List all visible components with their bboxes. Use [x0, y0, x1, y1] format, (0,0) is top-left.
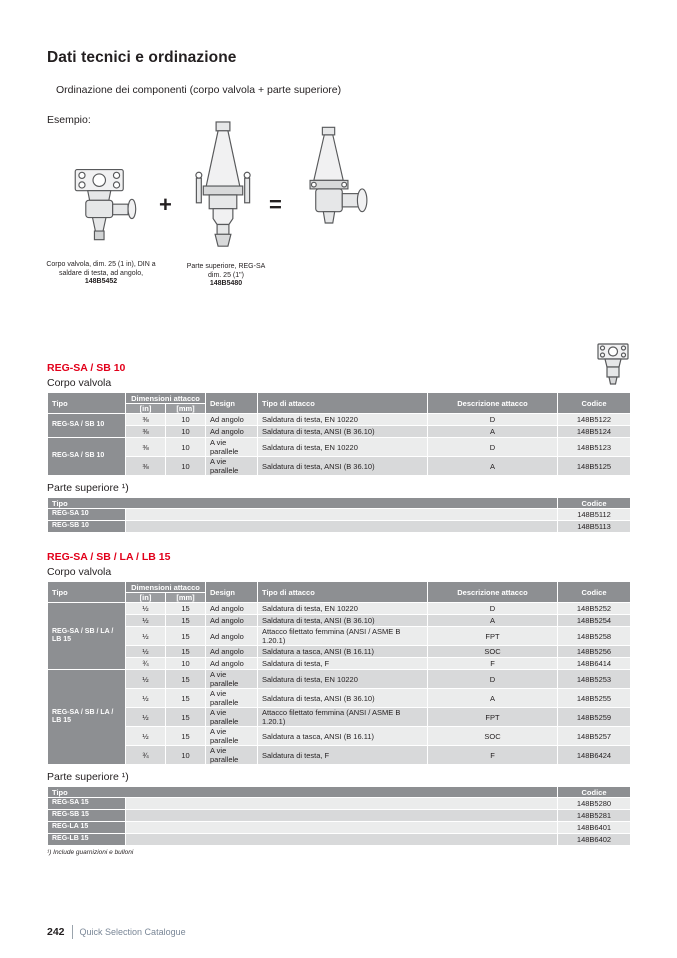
- dim-in-cell: ½: [126, 708, 166, 727]
- dim-mm-cell: 15: [166, 670, 206, 689]
- dim-in-cell: ½: [126, 727, 166, 746]
- attacco-cell: Saldatura di testa, ANSI (B 36.10): [258, 457, 428, 476]
- table-row: [48, 603, 631, 615]
- descrizione-cell: D: [428, 414, 558, 426]
- corpo-valvola-title-10: Corpo valvola: [47, 377, 112, 389]
- tables-section: [47, 362, 630, 856]
- codice-cell: 148B5113: [558, 521, 631, 533]
- codice-cell: 148B5257: [558, 727, 631, 746]
- footer-divider: [72, 925, 73, 939]
- dim-mm-cell: 10: [166, 414, 206, 426]
- table-row: [48, 426, 631, 438]
- design-cell: A vie parallele: [206, 670, 258, 689]
- tipo-cell: REG-SA 15: [48, 798, 126, 810]
- page-subtitle: Ordinazione dei componenti (corpo valvola + parte superiore): [56, 84, 342, 96]
- tipo-cell: REG-SA 10: [48, 509, 126, 521]
- attacco-cell: Saldatura di testa, EN 10220: [258, 670, 428, 689]
- table-row: [48, 689, 631, 708]
- design-cell: A vie parallele: [206, 727, 258, 746]
- codice-cell: 148B5125: [558, 457, 631, 476]
- dim-mm-cell: 10: [166, 457, 206, 476]
- parte-superiore-table-15: [47, 786, 631, 846]
- tipo-cell: REG-SB 15: [48, 810, 126, 822]
- design-cell: A vie parallele: [206, 708, 258, 727]
- descrizione-cell: D: [428, 438, 558, 457]
- dim-in-cell: ½: [126, 603, 166, 615]
- attacco-cell: Saldatura a tasca, ANSI (B 16.11): [258, 727, 428, 746]
- design-cell: A vie parallele: [206, 438, 258, 457]
- header-row: [48, 582, 631, 593]
- attacco-cell: Saldatura di testa, EN 10220: [258, 414, 428, 426]
- dim-in-cell: ⅜: [126, 438, 166, 457]
- design-cell: Ad angolo: [206, 414, 258, 426]
- table-row: [48, 746, 631, 765]
- table-row: [48, 414, 631, 426]
- valve-body-illustration: [51, 160, 159, 261]
- table-row: [48, 727, 631, 746]
- table-row: [48, 822, 631, 834]
- design-cell: Ad angolo: [206, 627, 258, 646]
- example-figures: [47, 118, 387, 308]
- tipo-group-cell: REG-SA / SB 10: [48, 414, 126, 438]
- col-header-in: [in]: [126, 593, 166, 603]
- header-row: [48, 787, 631, 798]
- table-row: [48, 670, 631, 689]
- table-row: [48, 810, 631, 822]
- codice-cell: 148B5123: [558, 438, 631, 457]
- filler-cell: [126, 834, 558, 846]
- valve-top-caption-text: Parte superiore, REG-SA dim. 25 (1"): [186, 263, 266, 279]
- equals-sign: =: [269, 192, 282, 217]
- col-header-tipo-di-attacco: Tipo di attacco: [258, 582, 428, 603]
- descrizione-cell: F: [428, 658, 558, 670]
- design-cell: Ad angolo: [206, 646, 258, 658]
- parte-superiore-title-15: Parte superiore ¹): [47, 771, 129, 783]
- dim-mm-cell: 15: [166, 689, 206, 708]
- col-header-descrizione-attacco: Descrizione attacco: [428, 393, 558, 414]
- page-number: 242: [47, 926, 65, 938]
- design-cell: A vie parallele: [206, 746, 258, 765]
- attacco-cell: Saldatura a tasca, ANSI (B 16.11): [258, 646, 428, 658]
- footnote: ¹) Include guarnizioni e bulloni: [47, 849, 134, 856]
- codice-cell: 148B6402: [558, 834, 631, 846]
- col-header-design: Design: [206, 393, 258, 414]
- page-title: Dati tecnici e ordinazione: [47, 49, 237, 66]
- tipo-cell: REG-SB 10: [48, 521, 126, 533]
- codice-cell: 148B6401: [558, 822, 631, 834]
- dim-in-cell: ½: [126, 615, 166, 627]
- dim-in-cell: ½: [126, 646, 166, 658]
- table-row: [48, 627, 631, 646]
- dim-mm-cell: 10: [166, 426, 206, 438]
- catalog-name: Quick Selection Catalogue: [79, 927, 186, 937]
- descrizione-cell: SOC: [428, 646, 558, 658]
- col-header-dimensioni-attacco: Dimensioni attacco: [126, 393, 206, 404]
- tipo-cell: REG-LA 15: [48, 822, 126, 834]
- descrizione-cell: D: [428, 603, 558, 615]
- descrizione-cell: FPT: [428, 708, 558, 727]
- dim-in-cell: ½: [126, 670, 166, 689]
- filler-cell: [126, 822, 558, 834]
- attacco-cell: Saldatura di testa, ANSI (B 36.10): [258, 615, 428, 627]
- table-row: [48, 658, 631, 670]
- design-cell: Ad angolo: [206, 426, 258, 438]
- page-footer: [47, 925, 186, 939]
- col-header-mm: [mm]: [166, 593, 206, 603]
- attacco-cell: Saldatura di testa, EN 10220: [258, 438, 428, 457]
- table-row: [48, 708, 631, 727]
- design-cell: Ad angolo: [206, 658, 258, 670]
- design-cell: Ad angolo: [206, 615, 258, 627]
- descrizione-cell: A: [428, 426, 558, 438]
- table-row: [48, 438, 631, 457]
- table-row: [48, 798, 631, 810]
- col-header-design: Design: [206, 582, 258, 603]
- assembled-valve-illustration: [293, 124, 383, 255]
- col-header-in: [in]: [126, 404, 166, 414]
- parte-superiore-table-10: [47, 497, 631, 533]
- dim-in-cell: ⅜: [126, 414, 166, 426]
- table-row: [48, 509, 631, 521]
- descrizione-cell: F: [428, 746, 558, 765]
- filler-cell: [126, 521, 558, 533]
- codice-cell: 148B5258: [558, 627, 631, 646]
- filler-cell: [126, 798, 558, 810]
- codice-cell: 148B5256: [558, 646, 631, 658]
- parte-superiore-title-10: Parte superiore ¹): [47, 482, 129, 494]
- attacco-cell: Saldatura di testa, ANSI (B 36.10): [258, 689, 428, 708]
- dim-in-cell: ⅜: [126, 426, 166, 438]
- tipo-group-cell: REG-SA / SB / LA / LB 15: [48, 603, 126, 670]
- dim-in-cell: ¾: [126, 746, 166, 765]
- col-header-mm: [mm]: [166, 404, 206, 414]
- attacco-cell: Saldatura di testa, EN 10220: [258, 603, 428, 615]
- col-header-tipo: Tipo: [48, 393, 126, 414]
- attacco-cell: Attacco filettato femmina (ANSI / ASME B 1.20.1): [258, 627, 428, 646]
- dim-in-cell: ½: [126, 689, 166, 708]
- codice-cell: 148B6414: [558, 658, 631, 670]
- design-cell: Ad angolo: [206, 603, 258, 615]
- design-cell: A vie parallele: [206, 689, 258, 708]
- filler-cell: [126, 810, 558, 822]
- design-cell: A vie parallele: [206, 457, 258, 476]
- col-header-descrizione-attacco: Descrizione attacco: [428, 582, 558, 603]
- table-row: [48, 521, 631, 533]
- table-row: [48, 834, 631, 846]
- section-heading-reg-sa-sb-10: REG-SA / SB 10: [47, 362, 126, 374]
- valve-body-caption: [43, 261, 159, 287]
- plus-sign: +: [159, 192, 172, 217]
- col-header-codice: Codice: [558, 582, 631, 603]
- codice-cell: 148B5255: [558, 689, 631, 708]
- corpo-valvola-table-10: [47, 392, 631, 476]
- table-row: [48, 646, 631, 658]
- col-header-tipo-di-attacco: Tipo di attacco: [258, 393, 428, 414]
- dim-mm-cell: 10: [166, 746, 206, 765]
- codice-cell: 148B5281: [558, 810, 631, 822]
- codice-cell: 148B5122: [558, 414, 631, 426]
- codice-cell: 148B6424: [558, 746, 631, 765]
- codice-cell: 148B5112: [558, 509, 631, 521]
- attacco-cell: Saldatura di testa, ANSI (B 36.10): [258, 426, 428, 438]
- dim-mm-cell: 10: [166, 658, 206, 670]
- example-label: Esempio:: [47, 114, 91, 126]
- valve-top-caption: [185, 263, 267, 289]
- corpo-valvola-title-15: Corpo valvola: [47, 566, 112, 578]
- filler-cell: [126, 509, 558, 521]
- dim-in-cell: ½: [126, 627, 166, 646]
- col-header-dimensioni-attacco: Dimensioni attacco: [126, 582, 206, 593]
- attacco-cell: Attacco filettato femmina (ANSI / ASME B 1.20.1): [258, 708, 428, 727]
- codice-cell: 148B5280: [558, 798, 631, 810]
- dim-mm-cell: 10: [166, 438, 206, 457]
- attacco-cell: Saldatura di testa, F: [258, 746, 428, 765]
- descrizione-cell: A: [428, 615, 558, 627]
- codice-cell: 148B5124: [558, 426, 631, 438]
- codice-cell: 148B5252: [558, 603, 631, 615]
- dim-mm-cell: 15: [166, 708, 206, 727]
- col-header-codice: Codice: [558, 393, 631, 414]
- descrizione-cell: A: [428, 689, 558, 708]
- tipo-group-cell: REG-SA / SB 10: [48, 438, 126, 476]
- valve-body-code: 148B5452: [84, 278, 118, 285]
- codice-cell: 148B5259: [558, 708, 631, 727]
- codice-cell: 148B5254: [558, 615, 631, 627]
- dim-mm-cell: 15: [166, 615, 206, 627]
- dim-in-cell: ¾: [126, 658, 166, 670]
- dim-mm-cell: 15: [166, 627, 206, 646]
- col-header-tipo: Tipo: [48, 498, 558, 509]
- corpo-valvola-table-15: [47, 581, 631, 765]
- descrizione-cell: FPT: [428, 627, 558, 646]
- descrizione-cell: D: [428, 670, 558, 689]
- section-heading-reg-sa-sb-la-lb-15: REG-SA / SB / LA / LB 15: [47, 551, 171, 563]
- valve-top-illustration: [183, 120, 263, 263]
- dim-in-cell: ⅜: [126, 457, 166, 476]
- tipo-group-cell: REG-SA / SB / LA / LB 15: [48, 670, 126, 765]
- table-row: [48, 615, 631, 627]
- attacco-cell: Saldatura di testa, F: [258, 658, 428, 670]
- header-row: [48, 498, 631, 509]
- table-row: [48, 457, 631, 476]
- col-header-tipo: Tipo: [48, 787, 558, 798]
- header-row: [48, 393, 631, 404]
- dim-mm-cell: 15: [166, 727, 206, 746]
- codice-cell: 148B5253: [558, 670, 631, 689]
- dim-mm-cell: 15: [166, 603, 206, 615]
- tipo-cell: REG-LB 15: [48, 834, 126, 846]
- valve-body-caption-text: Corpo valvola, dim. 25 (1 in), DIN a saldare di testa, ad angolo,: [46, 261, 156, 277]
- col-header-tipo: Tipo: [48, 582, 126, 603]
- dim-mm-cell: 15: [166, 646, 206, 658]
- descrizione-cell: SOC: [428, 727, 558, 746]
- valve-top-code: 148B5480: [209, 280, 243, 287]
- col-header-codice: Codice: [558, 498, 631, 509]
- descrizione-cell: A: [428, 457, 558, 476]
- col-header-codice: Codice: [558, 787, 631, 798]
